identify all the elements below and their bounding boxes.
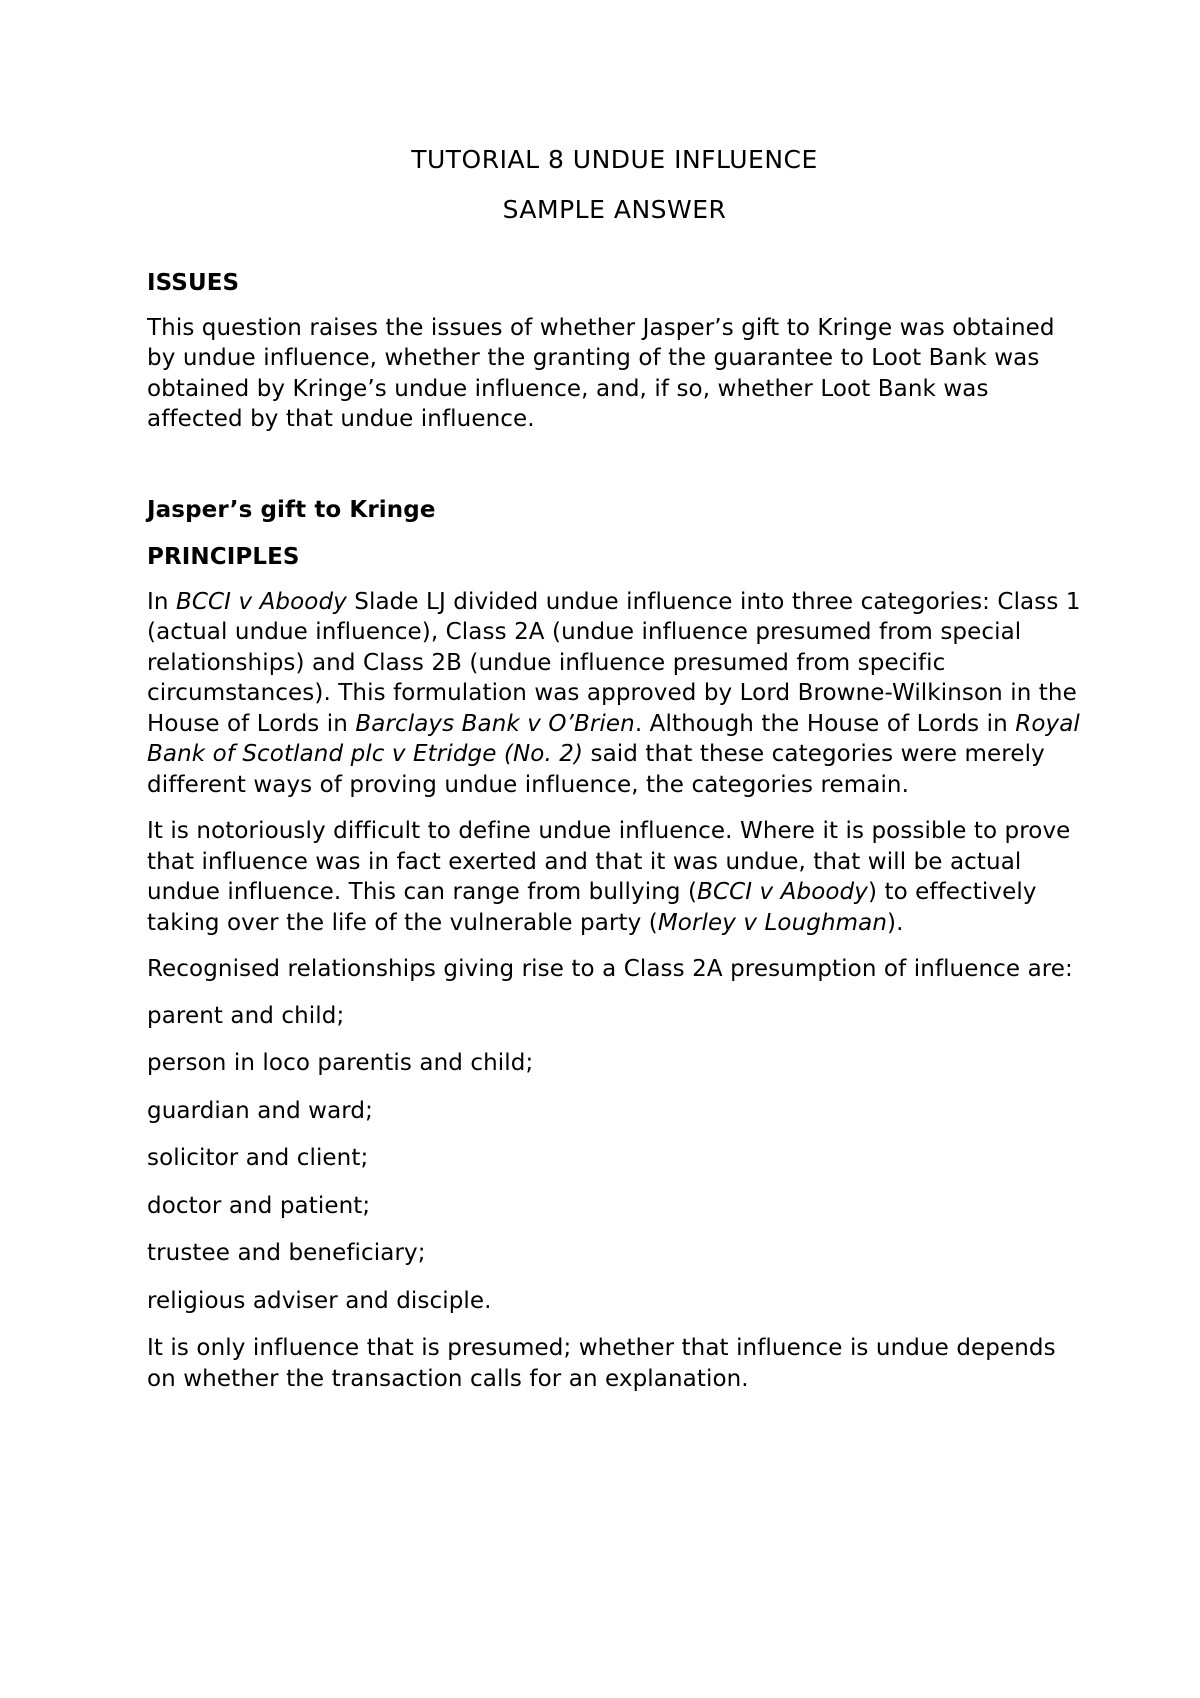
text-run: ).	[887, 909, 904, 936]
text-run: Slade LJ divided undue influence into three categories: Class 1 (actual undue influence), Class 2A (undue influence presumed from special relationships) and Class 2B (undue influence presumed from specific circumstances). This formulation was approved by Lord Browne-Wilkinson in the House of Lords in	[147, 588, 1081, 737]
principles-paragraph-1	[147, 587, 1082, 801]
case-citation: BCCI v Aboody	[697, 879, 868, 905]
principles-paragraph-2	[147, 816, 1082, 938]
relationship-item: doctor and patient;	[147, 1192, 371, 1219]
text-run: said that these categories were merely different ways of proving undue influence, the categories remain.	[147, 741, 1045, 798]
case-citation: Morley v Loughman	[657, 909, 888, 936]
principles-heading: PRINCIPLES	[147, 544, 300, 570]
relationship-item: person in loco parentis and child;	[147, 1050, 534, 1076]
text-run: . Although the House of Lords in	[634, 710, 1016, 737]
relationship-item: solicitor and client;	[147, 1145, 369, 1171]
relationship-item: religious adviser and disciple.	[147, 1287, 492, 1314]
document-body	[147, 144, 1082, 1410]
relationship-item: guardian and ward;	[147, 1097, 373, 1124]
issues-heading: ISSUES	[147, 270, 240, 296]
document-title: TUTORIAL 8 UNDUE INFLUENCE	[411, 145, 818, 174]
section-heading: Jasper’s gift to Kringe	[147, 496, 436, 523]
text-run: It is notoriously difficult to define undue influence. Where it is possible to prove that influence was in fact exerted and that it was undue, that will be actual undue influence. This can range from bullying (	[147, 818, 1071, 905]
principles-paragraph-4: It is only influence that is presumed; whether that influence is undue depends on whether the transaction calls for an explanation.	[147, 1335, 1056, 1392]
document-subtitle: SAMPLE ANSWER	[502, 195, 727, 224]
text-run: ) to effectively taking over the life of the vulnerable party (	[147, 879, 1037, 936]
principles-paragraph-3: Recognised relationships giving rise to a Class 2A presumption of influence are:	[147, 956, 1073, 982]
case-citation: Barclays Bank v O’Brien	[355, 710, 635, 737]
text-run: In	[147, 588, 176, 615]
case-citation: Royal Bank of Scotland plc v Etridge (No. 2)	[147, 710, 1080, 767]
issues-paragraph: This question raises the issues of whether Jasper’s gift to Kringe was obtained by undue influence, whether the granting of the guarantee to Loot Bank was obtained by Kringe’s undue influence, and, if so, whether Loot Bank was affected by that undue influence.	[147, 314, 1055, 432]
relationship-item: parent and child;	[147, 1002, 345, 1029]
relationship-item: trustee and beneficiary;	[147, 1240, 426, 1266]
case-citation: BCCI v Aboody	[175, 588, 347, 615]
